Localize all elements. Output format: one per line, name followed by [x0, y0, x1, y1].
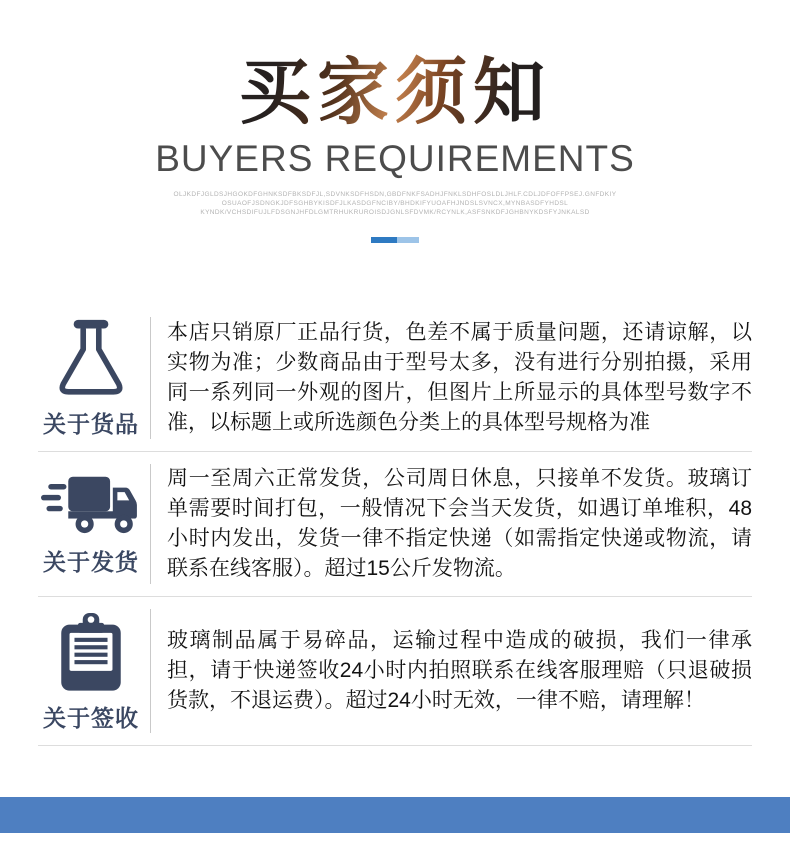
truck-icon — [41, 471, 141, 537]
section-receipt-text — [150, 609, 752, 733]
header — [0, 0, 790, 243]
section-receipt-paragraph: 玻璃制品属于易碎品，运输过程中造成的破损，我们一律承担，请于快递签收24小时内拍照联系在线客服理赔（只退破损货款，不退运费）。超过24小时无效，一律不赔，请理解！ — [167, 629, 752, 713]
decorative-fineprint — [0, 190, 790, 217]
section-goods-label: 关于货品 — [43, 411, 139, 438]
fineprint-line: OSUAOFJSDNGKJDFSGHBYKISDFJLKASDGFNCIBY/BHDKIFYUOAFHJNDSLSVNCX,MYNBASDFYHDSL — [221, 200, 569, 208]
section-goods-icon-col — [38, 317, 144, 439]
section-receipt-icon-col — [38, 609, 144, 733]
accent-dash-light — [397, 237, 419, 243]
flask-icon — [52, 317, 130, 399]
section-shipping-paragraph: 周一至周六正常发货，公司周日休息，只接单不发货。玻璃订单需要时间打包，一般情况下会当天发货，如遇订单堆积，48小时内发出，发货一律不指定快递（如需指定快递或物流，请联系在线客服）。超过15公斤发物流。 — [167, 467, 752, 581]
page-subtitle: BUYERS REQUIREMENTS — [155, 138, 635, 180]
accent-dash — [371, 237, 419, 243]
notice-sections — [38, 305, 752, 746]
accent-dash-dark — [371, 237, 397, 243]
section-goods-text — [150, 317, 752, 439]
fineprint-line: KYNDK/VCHSDIFUJLFDSGNJHFDLGMTRHUKRUROISDJGNLSFDVMK/RCYNLK,ASFSNKDFJGHBNYKDSFYJNKALSD — [200, 209, 590, 217]
section-shipping-icon-col — [38, 464, 144, 584]
section-goods — [38, 305, 752, 452]
section-shipping — [38, 452, 752, 597]
section-shipping-text — [150, 464, 752, 584]
section-receipt — [38, 597, 752, 746]
section-receipt-label: 关于签收 — [43, 705, 139, 732]
page-title: 买家须知 — [239, 50, 551, 136]
section-shipping-label: 关于发货 — [43, 549, 139, 576]
section-goods-paragraph: 本店只销原厂正品行货，色差不属于质量问题，还请谅解，以实物为准；少数商品由于型号太多，没有进行分别拍摄，采用同一系列同一外观的图片，但图片上所显示的具体型号数字不准，以标题上或所选颜色分类上的具体型号规格为准 — [167, 321, 752, 435]
clipboard-icon — [53, 609, 129, 693]
fineprint-line: OLJKDFJGLDSJHGOKDFGHNKSDFBKSDFJL,SDVNKSDFHSDN,GBDFNKFSADHJFNKLSDHFOSLDLJHLF.CDLJDFOFFPSEJ.GNFDKIY — [173, 191, 617, 199]
footer-accent-bar — [0, 797, 790, 833]
